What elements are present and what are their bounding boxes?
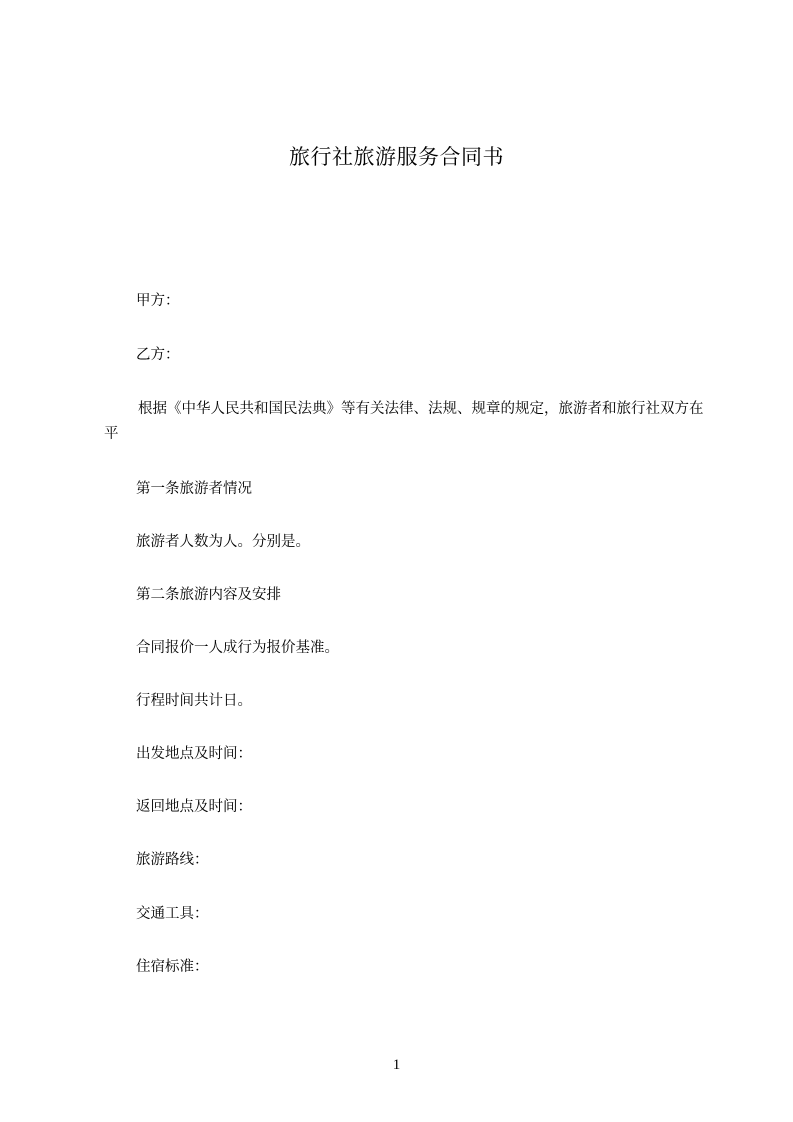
article-2-heading: 第二条旅游内容及安排	[136, 587, 281, 603]
route-line: 旅游路线：	[136, 852, 209, 868]
page-number: 1	[392, 1057, 401, 1073]
transport-line: 交通工具：	[136, 906, 209, 922]
duration-line: 行程时间共计日。	[136, 693, 252, 709]
return-line: 返回地点及时间：	[136, 799, 252, 815]
price-basis-line: 合同报价一人成行为报价基准。	[136, 640, 339, 656]
departure-line: 出发地点及时间：	[136, 746, 252, 762]
party-b-line: 乙方：	[136, 347, 180, 363]
party-a-line: 甲方：	[136, 293, 180, 309]
preamble-paragraph: 根据《中华人民共和国民法典》等有关法律、法规、规章的规定，旅游者和旅行社双方在平	[104, 401, 704, 442]
traveler-count-line: 旅游者人数为人。分别是。	[136, 534, 310, 550]
article-1-heading: 第一条旅游者情况	[136, 481, 252, 497]
document-title: 旅行社旅游服务合同书	[289, 145, 504, 169]
accommodation-line: 住宿标准：	[136, 959, 209, 975]
